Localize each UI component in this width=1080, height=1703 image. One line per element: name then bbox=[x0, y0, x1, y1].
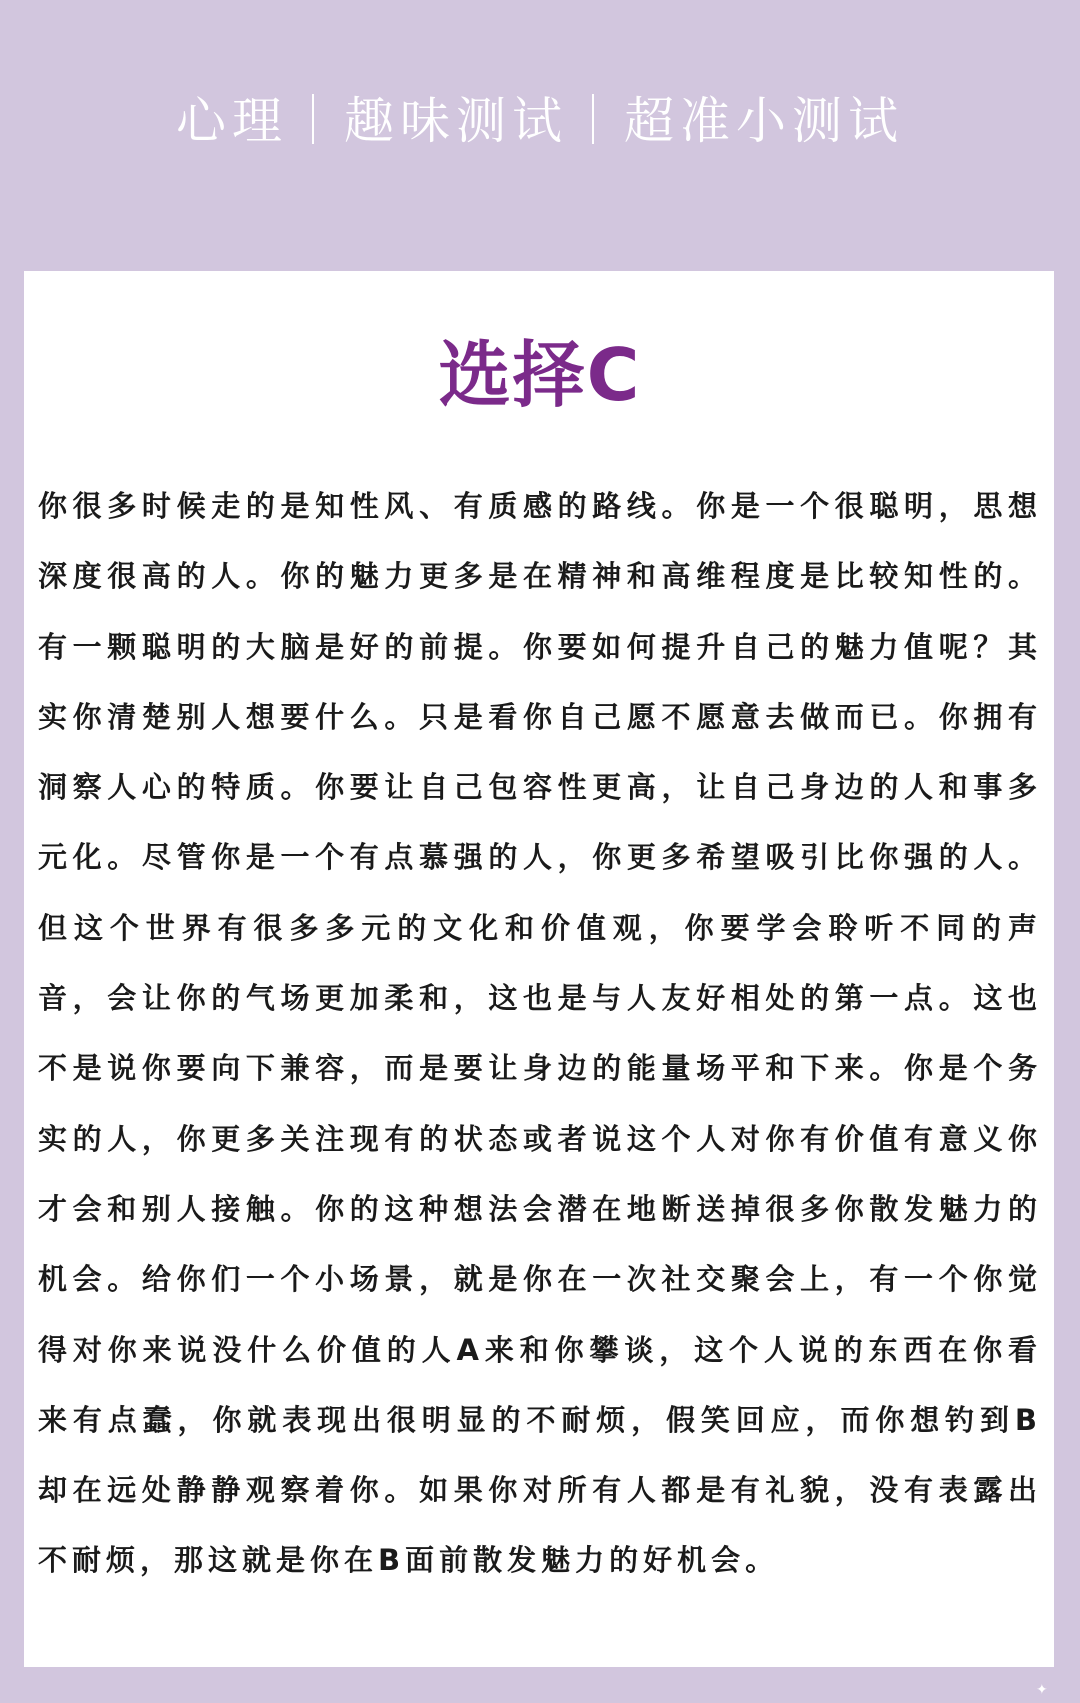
sparkle-icon: ✦ bbox=[1036, 1682, 1048, 1698]
choice-title: 选择C bbox=[438, 333, 642, 417]
body-paragraph: 你很多时候走的是知性风、有质感的路线。你是一个很聪明，思想深度很高的人。你的魅力更多是在精神和高维程度是比较知性的。有一颗聪明的大脑是好的前提。你要如何提升自己的魅力值呢？其实你清楚别人想要什么。只是看你自己愿不愿意去做而已。你拥有洞察人心的特质。你要让自己包容性更高，让自己身边的人和事多元化。尽管你是一个有点慕强的人，你更多希望吸引比你强的人。但这个世界有很多多元的文化和价值观，你要学会聆听不同的声音，会让你的气场更加柔和，这也是与人友好相处的第一点。这也不是说你要向下兼容，而是要让身边的能量场平和下来。你是个务实的人，你更多关注现有的状态或者说这个人对你有价值有意义你才会和别人接触。你的这种想法会潜在地断送掉很多你散发魅力的机会。给你们一个小场景，就是你在一次社交聚会上，有一个你觉得对你来说没什么价值的人A来和你攀谈，这个人说的东西在你看来有点蠢，你就表现出很明显的不耐烦，假笑回应，而你想钓到B却在远处静静观察着你。如果你对所有人都是有礼貌，没有表露出不耐烦，那这就是你在B面前散发魅力的好机会。 bbox=[38, 489, 1042, 1578]
page-title: 心理｜趣味测试｜超准小测试 bbox=[176, 92, 904, 150]
header-banner bbox=[0, 0, 1080, 270]
